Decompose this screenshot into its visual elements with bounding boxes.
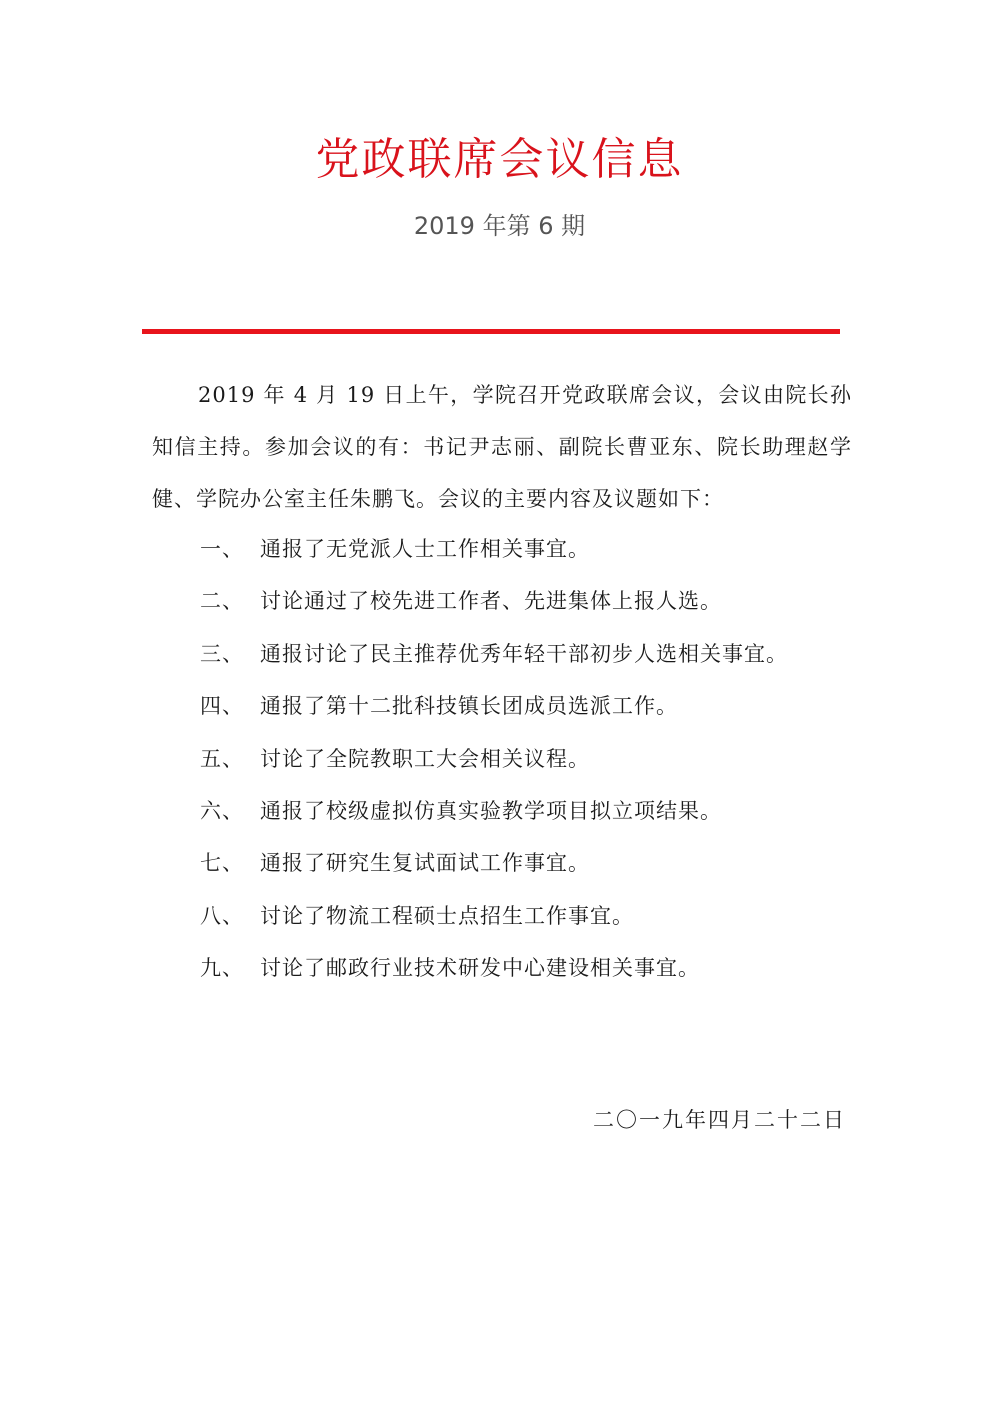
agenda-item-number: 二、 — [200, 589, 244, 614]
agenda-item — [200, 523, 860, 575]
document-title: 党政联席会议信息 — [315, 134, 684, 185]
agenda-item-number: 九、 — [200, 956, 244, 981]
agenda-list — [200, 523, 860, 995]
agenda-item-text: 通报了校级虚拟仿真实验教学项目拟立项结果。 — [260, 798, 722, 823]
agenda-item-number: 六、 — [200, 798, 244, 823]
agenda-item-number: 四、 — [200, 694, 244, 719]
agenda-item-text: 通报了第十二批科技镇长团成员选派工作。 — [260, 694, 678, 719]
agenda-item-text: 讨论了邮政行业技术研发中心建设相关事宜。 — [260, 956, 700, 981]
agenda-item-text: 通报了无党派人士工作相关事宜。 — [260, 537, 590, 561]
agenda-item-text: 讨论通过了校先进工作者、先进集体上报人选。 — [260, 589, 722, 614]
intro-paragraph — [152, 369, 852, 525]
intro-text: 2019 年 4 月 19 日上午，学院召开党政联席会议，会议由院长孙知信主持。参加会议的有：书记尹志丽、副院长曹亚东、院长助理赵学健、学院办公室主任朱鹏飞。会议的主要内容及议题如下： — [152, 383, 852, 511]
agenda-item — [200, 785, 860, 837]
document-date: 二〇一九年四月二十二日 — [593, 1108, 846, 1132]
agenda-item-text: 通报讨论了民主推荐优秀年轻干部初步人选相关事宜。 — [260, 641, 788, 666]
agenda-item — [200, 837, 860, 889]
agenda-item-number: 七、 — [200, 851, 244, 876]
issue-number: 2019 年第 6 期 — [413, 212, 586, 240]
agenda-item — [200, 890, 860, 942]
agenda-item — [200, 942, 860, 994]
agenda-item-text: 讨论了全院教职工大会相关议程。 — [260, 746, 590, 771]
agenda-item — [200, 680, 860, 732]
agenda-item-text: 讨论了物流工程硕士点招生工作事宜。 — [260, 903, 634, 928]
agenda-item — [200, 575, 860, 627]
red-divider — [142, 329, 840, 334]
agenda-item-number: 三、 — [200, 641, 244, 666]
agenda-item — [200, 628, 860, 680]
agenda-item-text: 通报了研究生复试面试工作事宜。 — [260, 851, 590, 876]
agenda-item-number: 五、 — [200, 746, 244, 771]
agenda-item — [200, 733, 860, 785]
agenda-item-number: 八、 — [200, 903, 244, 928]
agenda-item-number: 一、 — [200, 537, 244, 561]
